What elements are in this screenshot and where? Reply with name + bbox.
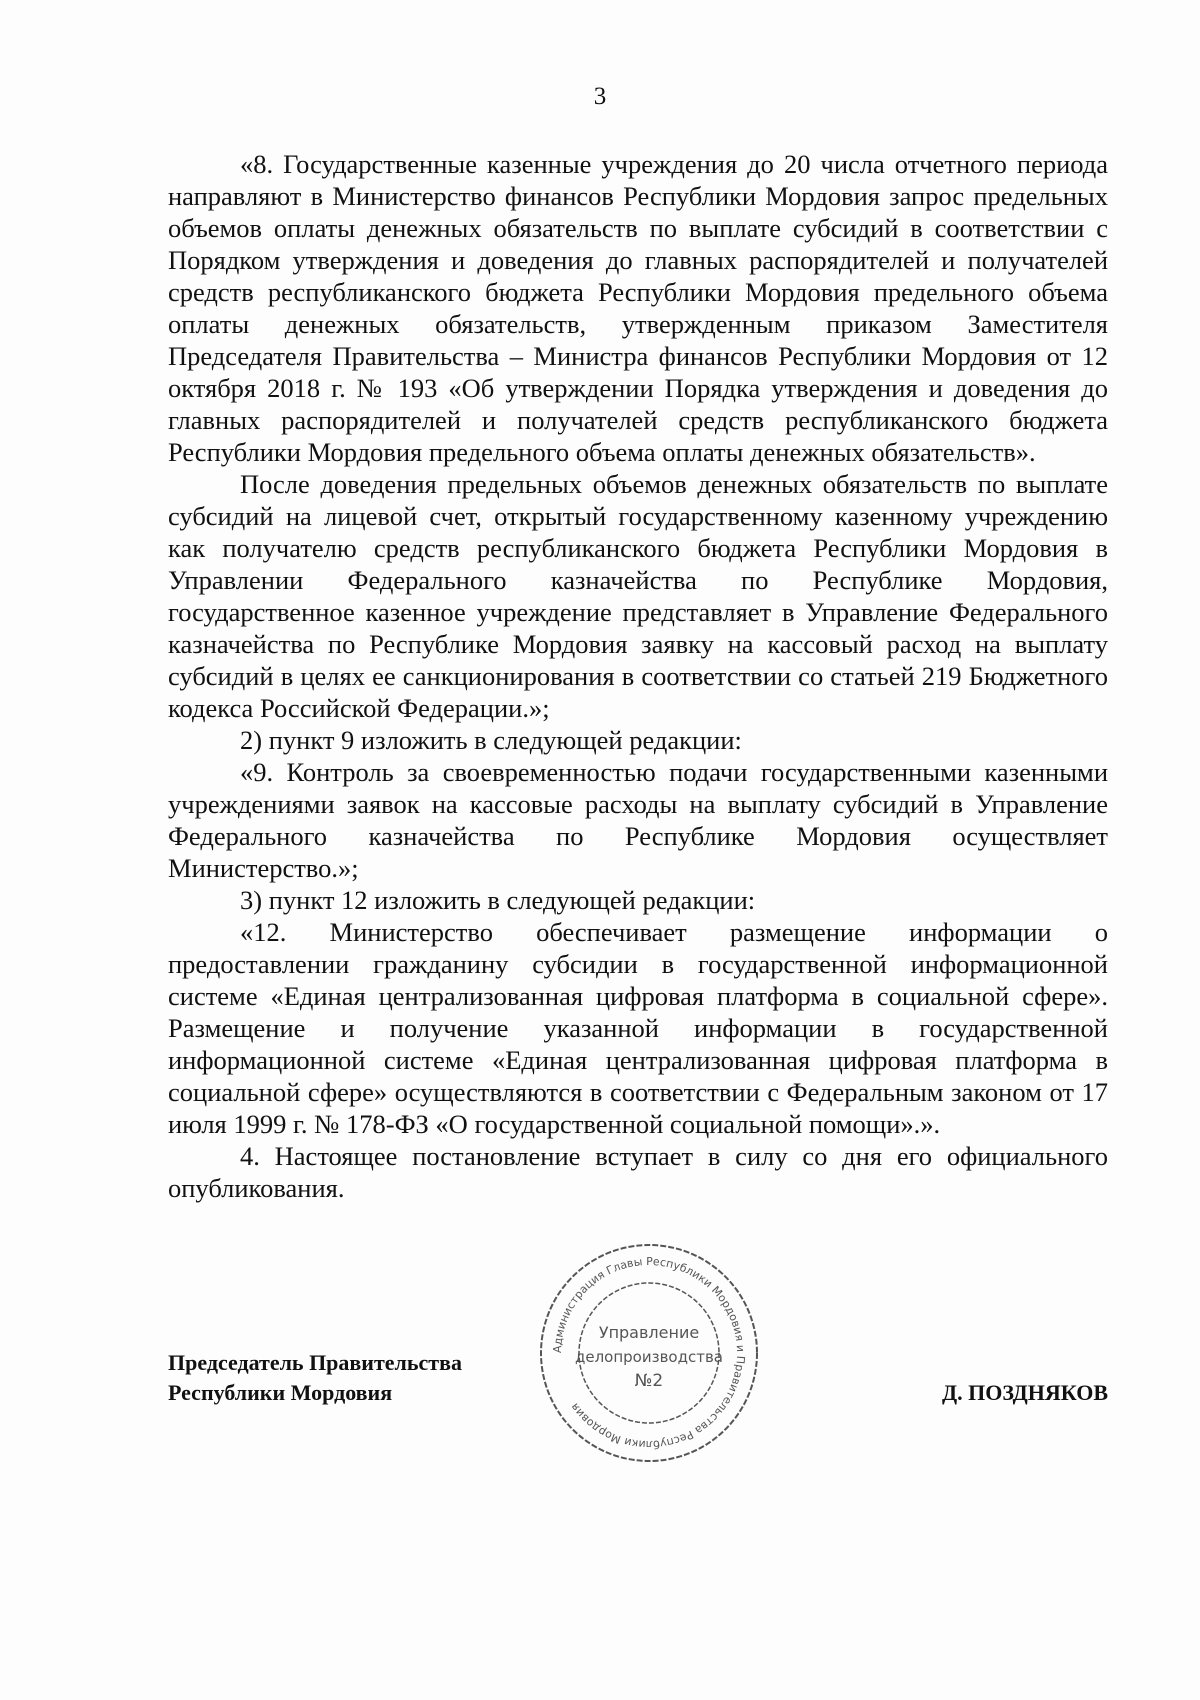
page-number: 3: [593, 83, 607, 110]
paragraph-item-12: «12. Министерство обеспечивает размещение информации о предоставлении гражданину субсидии в государственной информационной системе «Единая централизованная цифровая платформа в социальной сфере». Размещение и получение указанной информации в государственной информационной системе «Единая централизованная цифровая платформа в социальной сфере» осуществляются в соответствии с Федеральным законом от 17 июля 1999 г. № 178-ФЗ «О государственной социальной помощи».».: [168, 917, 1108, 1139]
document-body: [168, 148, 1108, 1204]
paragraph-item-9: «9. Контроль за своевременностью подачи государственными казенными учреждениями заявок на кассовые расходы на выплату субсидий в Управление Федерального казначейства по Республике Мордовия осуществляет Министерство.»;: [168, 757, 1108, 883]
stamp-center-line3: №2: [634, 1371, 664, 1391]
paragraph-item-8: «8. Государственные казенные учреждения до 20 числа отчетного периода направляют в Министерство финансов Республики Мордовия запрос предельных объемов оплаты денежных обязательств по выплате субсидий в соответствии с Порядком утверждения и доведения до главных распорядителей и получателей средств республиканского бюджета Республики Мордовия предельного объема оплаты денежных обязательств, утвержденным приказом Заместителя Председателя Правительства – Министра финансов Республики Мордовия от 12 октября 2018 г. № 193 «Об утверждении Порядка утверждения и доведения до главных распорядителей и получателей средств республиканского бюджета Республики Мордовия предельного объема оплаты денежных обязательств».: [168, 149, 1108, 467]
paragraph-amend-point-12: 3) пункт 12 изложить в следующей редакции:: [240, 885, 756, 915]
stamp-center-line1: Управление: [598, 1323, 700, 1342]
official-stamp: [534, 1238, 764, 1468]
signer-position-line2: Республики Мордовия: [168, 1380, 393, 1405]
stamp-ring-text: Администрация Главы Республики Мордовия и Правительства Республики Мордовия: [550, 1254, 748, 1452]
signer-name: Д. ПОЗДНЯКОВ: [942, 1380, 1108, 1405]
signer-position-line1: Председатель Правительства: [168, 1350, 462, 1375]
paragraph-entry-into-force: 4. Настоящее постановление вступает в силу со дня его официального опубликования.: [168, 1141, 1108, 1203]
paragraph-amend-point-9: 2) пункт 9 изложить в следующей редакции:: [240, 725, 742, 755]
signature-block: [168, 1348, 462, 1408]
stamp-seal-graphic: [534, 1238, 764, 1468]
paragraph-after-limits: После доведения предельных объемов денежных обязательств по выплате субсидий на лицевой счет, открытый государственному казенному учреждению как получателю средств республиканского бюджета Республики Мордовия в Управлении Федерального казначейства по Республике Мордовия, государственное казенное учреждение представляет в Управление Федерального казначейства по Республике Мордовия заявку на кассовый расход на выплату субсидий в целях ее санкционирования в соответствии со статьей 219 Бюджетного кодекса Российской Федерации.»;: [168, 469, 1108, 723]
stamp-center-line2: делопроизводства: [574, 1348, 724, 1366]
